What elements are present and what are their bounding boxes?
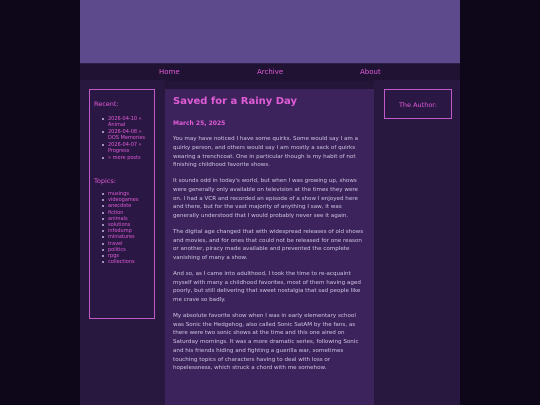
post-paragraph: And so, as I came into adulthood, I took the time to re-acquaint myself with many a childhood favorites, most of them having aged poorly, but still delivering that sweet nostalgia that sad people like me crave so badly.	[173, 270, 361, 303]
post-date: March 25, 2025	[173, 120, 226, 127]
nav-link-archive[interactable]: Archive	[257, 68, 284, 76]
sidebar-box	[89, 89, 155, 319]
topics-list	[101, 191, 138, 265]
nav-link-about[interactable]: About	[360, 68, 381, 76]
recent-list	[101, 116, 145, 161]
topic-link[interactable]: musings	[101, 191, 138, 197]
recent-post-link[interactable]: 2026-04-07 »	[101, 142, 145, 148]
topic-link[interactable]: rpgs	[101, 253, 138, 259]
top-nav	[80, 63, 460, 81]
header-banner	[80, 0, 460, 63]
topic-link[interactable]: videogames	[101, 197, 138, 203]
right-column	[374, 80, 460, 405]
recent-post-link[interactable]: DOS Memories	[108, 135, 145, 142]
more-posts-link[interactable]: » more posts	[101, 155, 145, 161]
recent-post-link[interactable]: Progress	[108, 148, 130, 155]
topic-link[interactable]: animals	[101, 216, 138, 222]
page-margin-right	[460, 0, 540, 405]
topic-link[interactable]: infodump	[101, 228, 138, 234]
author-heading: The Author:	[398, 101, 438, 109]
topic-link[interactable]: anecdote	[101, 203, 138, 209]
topic-link[interactable]: politics	[101, 247, 138, 253]
nav-link-home[interactable]: Home	[159, 68, 180, 76]
post-body	[173, 135, 368, 380]
topic-link[interactable]: fiction	[101, 210, 138, 216]
post-paragraph: The digital age changed that with widespread releases of old shows and movies, and for ones that could not be released for one reason or another, piracy made available and prevented the complete vanishing of many a show.	[173, 228, 364, 261]
post-title: Saved for a Rainy Day	[173, 96, 298, 107]
topic-link[interactable]: travel	[101, 241, 138, 247]
topics-heading: Topics:	[94, 177, 116, 185]
topic-link[interactable]: solutions	[101, 222, 138, 228]
post-paragraph: It sounds odd in today's world, but when I was growing up, shows were generally only available on television at the times they were on. I had a VCR and recorded an episode of a show I enjoyed here and there, but for the vast majority of anything I saw, it was generally understood that I would probably never see it again.	[173, 178, 358, 219]
recent-post-link[interactable]: 2026-04-10 »	[101, 116, 145, 122]
post-paragraph: My absolute favorite show when I was in early elementary school was Sonic the Hedgehog, also called Sonic SatAM by the fans, as there were two sonic shows at the time and this one aired on Saturday mornings. It was a more dramatic series, following Sonic and his friends hiding and fighting a guerilla war, sometimes touching topics of characters having to deal with loss or hopelessness, which struck a chord with me somehow.	[173, 312, 359, 372]
post-paragraph: You may have noticed I have some quirks. Some would say I am a quirky person, and others would say I am mostly a sack of quirks wearing a trenchcoat. One in particular though is my habit of not finishing childhood favorite shows.	[173, 136, 359, 169]
page-margin-left	[0, 0, 80, 405]
recent-post-link[interactable]: 2026-04-08 »	[101, 129, 145, 135]
recent-post-link[interactable]: Animal	[108, 122, 126, 129]
topic-link[interactable]: miniatures	[101, 234, 138, 240]
topic-link[interactable]: collections	[101, 259, 138, 265]
post-article	[165, 89, 374, 405]
author-box	[384, 89, 452, 119]
recent-heading: Recent:	[94, 100, 119, 108]
